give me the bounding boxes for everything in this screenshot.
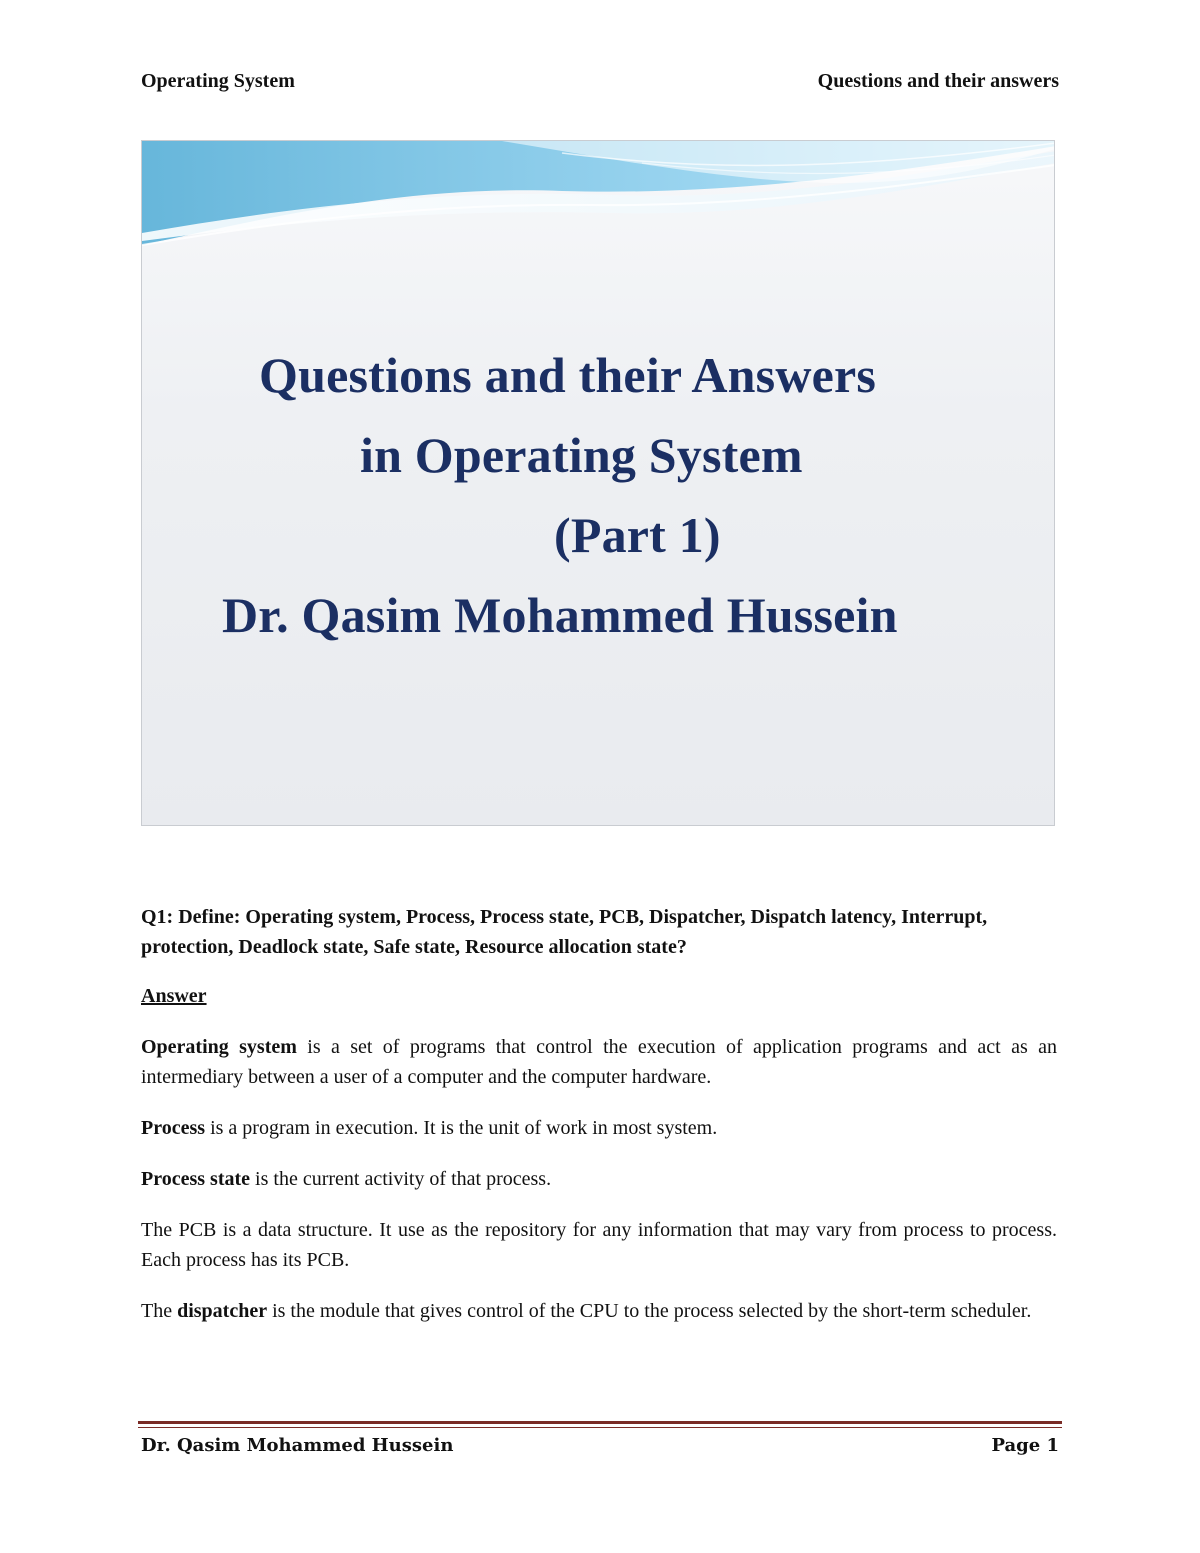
definition-text: is the current activity of that process.: [250, 1168, 552, 1190]
definition-text: is a program in execution. It is the unit of work in most system.: [205, 1117, 718, 1139]
banner-line-1: Questions and their Answers: [259, 347, 877, 403]
definition-pcb: [141, 1215, 1057, 1275]
wave-decoration: [142, 141, 1055, 261]
question-q1: Q1: Define: Operating system, Process, Process state, PCB, Dispatcher, Dispatch latency, Interrupt, protection, Deadlock state, Safe state, Resource allocation state?: [141, 906, 988, 958]
banner-line-2: in Operating System: [360, 427, 803, 483]
definition-text: is the module that gives control of the CPU to the process selected by the short-term scheduler.: [267, 1300, 1032, 1322]
definition-text: is a set of programs that control the execution of application programs and act as an intermediary between a user of a computer and the computer hardware.: [141, 1036, 1057, 1088]
header-subtitle: Questions and their answers: [817, 70, 1059, 92]
definition-operating-system: [141, 1032, 1057, 1092]
banner-line-4: Dr. Qasim Mohammed Hussein: [222, 587, 898, 643]
answer-heading: Answer: [141, 985, 207, 1007]
document-body: [141, 902, 1057, 1347]
definition-term: Operating system: [141, 1036, 297, 1058]
title-banner: [141, 140, 1055, 826]
banner-line-3: (Part 1): [554, 507, 721, 563]
definition-process-state: [141, 1164, 1057, 1194]
definition-prefix: The: [141, 1300, 178, 1322]
definition-process: [141, 1113, 1057, 1143]
page-number: Page 1: [991, 1435, 1059, 1456]
footer-author: Dr. Qasim Mohammed Hussein: [141, 1435, 454, 1456]
definition-dispatcher: [141, 1296, 1057, 1326]
footer-divider: [138, 1421, 1062, 1428]
definition-term: dispatcher: [177, 1300, 268, 1322]
definition-term: Process: [141, 1117, 206, 1139]
definition-term: Process state: [141, 1168, 251, 1190]
header-title: Operating System: [141, 70, 295, 92]
definition-text: The PCB is a data structure. It use as the repository for any information that may vary from process to process. Each process has its PCB.: [141, 1219, 1057, 1271]
